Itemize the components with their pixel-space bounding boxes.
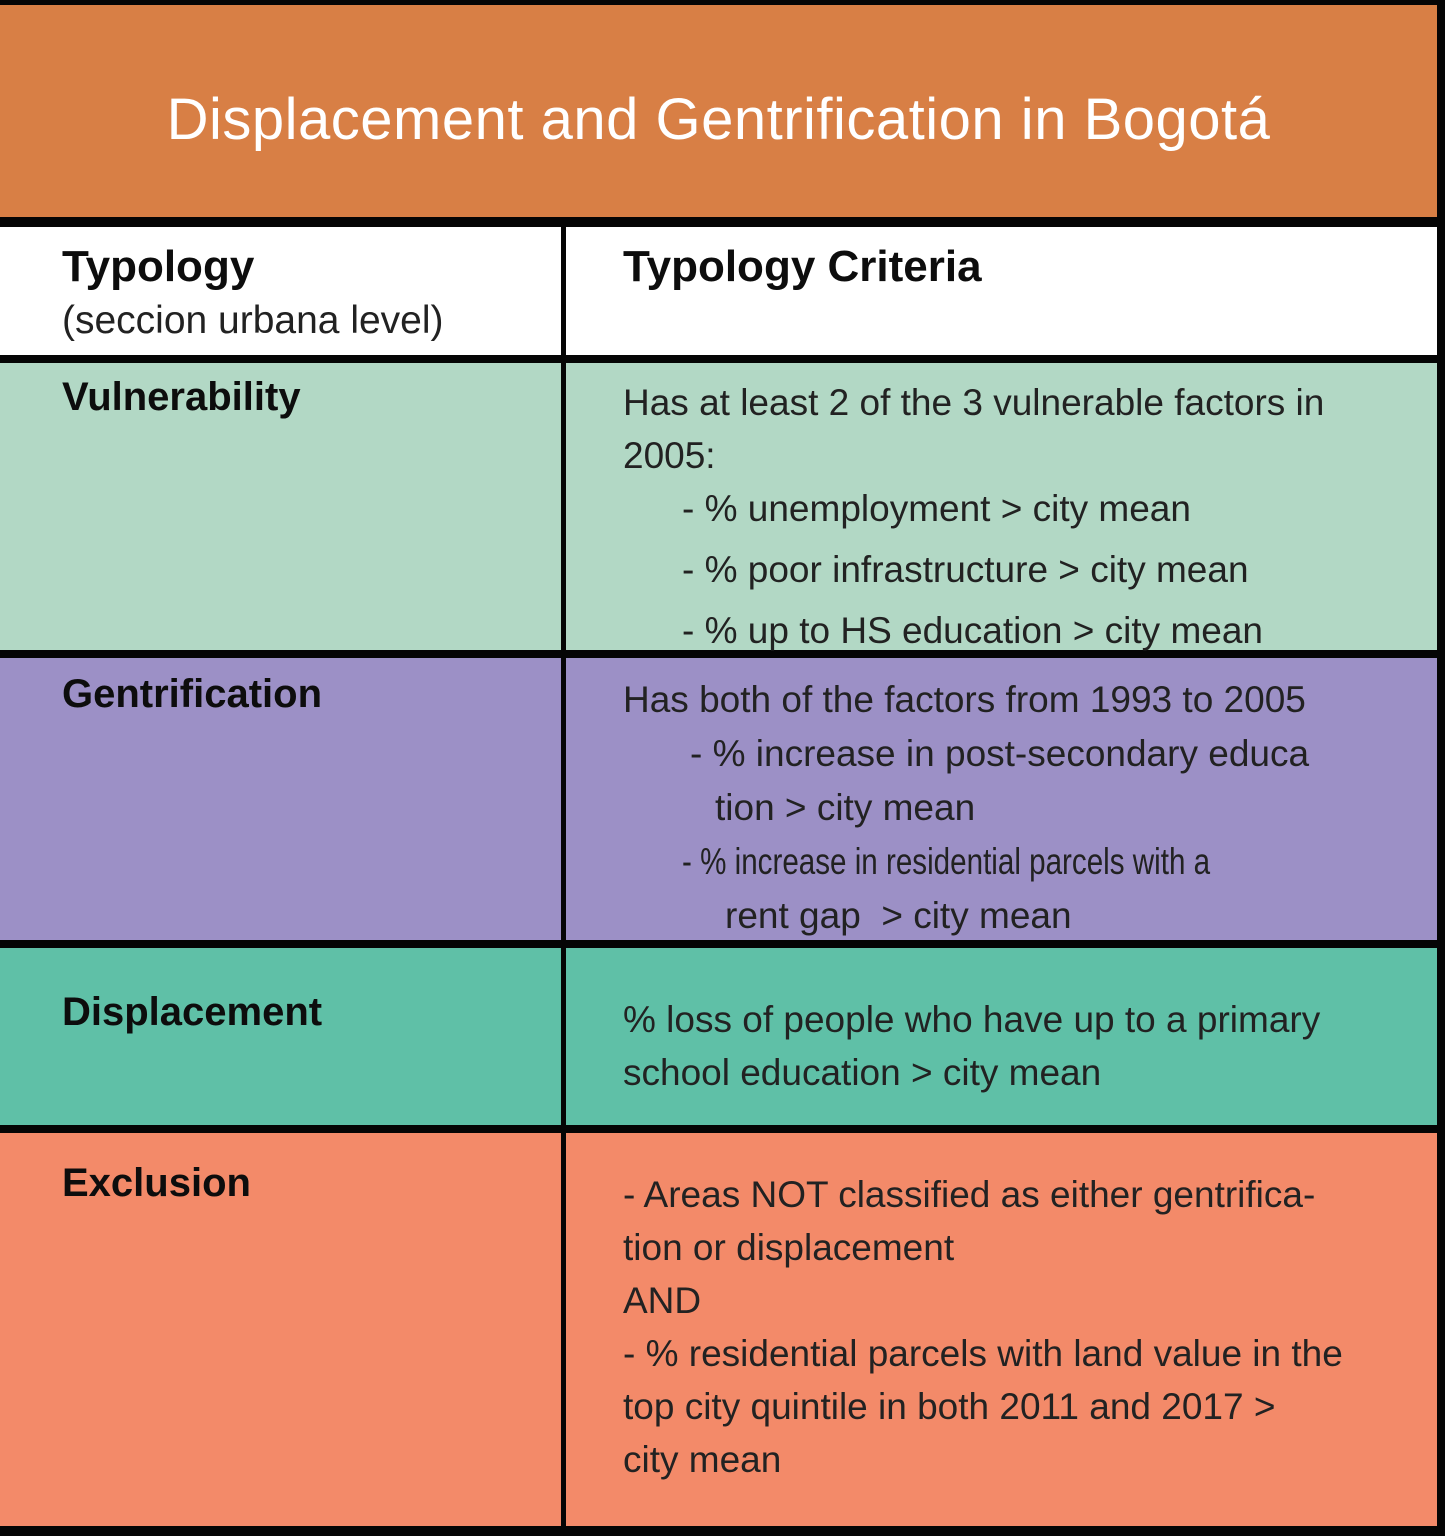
criteria-line: - % increase in residential parcels with a xyxy=(682,841,1211,882)
criteria-line: - % up to HS education > city mean xyxy=(682,610,1263,651)
criteria-line: tion > city mean xyxy=(715,787,976,828)
criteria-line: - Areas NOT classified as either gentrifica- xyxy=(623,1174,1316,1215)
criteria-line: top city quintile in both 2011 and 2017 > xyxy=(623,1386,1276,1427)
criteria-line: school education > city mean xyxy=(623,1052,1102,1093)
title-band xyxy=(0,5,1437,217)
row-label-gentrification: Gentrification xyxy=(62,672,323,716)
row-label-vulnerability: Vulnerability xyxy=(62,375,301,419)
criteria-line: - % residential parcels with land value in the xyxy=(623,1333,1343,1374)
page-title: Displacement and Gentrification in Bogotá xyxy=(166,87,1271,152)
criteria-line: - % increase in post-secondary educa xyxy=(690,733,1310,774)
table-row-displacement xyxy=(0,948,1437,1125)
row-label-displacement: Displacement xyxy=(62,990,323,1034)
criteria-cell-displacement xyxy=(566,948,1437,1125)
criteria-line: rent gap > city mean xyxy=(725,895,1072,936)
criteria-line: city mean xyxy=(623,1439,782,1480)
header-cell-typology xyxy=(0,227,566,355)
table-row-gentrification xyxy=(0,658,1437,940)
criteria-line: Has both of the factors from 1993 to 2005 xyxy=(623,679,1306,720)
table-row-vulnerability xyxy=(0,363,1437,650)
criteria-cell-exclusion xyxy=(566,1133,1437,1526)
criteria-line: tion or displacement xyxy=(623,1227,955,1268)
table-header-row xyxy=(0,227,1437,355)
criteria-line: - % unemployment > city mean xyxy=(682,488,1191,529)
row-label-exclusion: Exclusion xyxy=(62,1161,251,1205)
header-cell-criteria xyxy=(566,227,1437,355)
criteria-cell-vulnerability xyxy=(566,363,1437,650)
criteria-line: 2005: xyxy=(623,435,716,476)
criteria-line: % loss of people who have up to a primary xyxy=(623,999,1321,1040)
criteria-cell-gentrification xyxy=(566,658,1437,940)
criteria-line: AND xyxy=(623,1280,702,1321)
column-title-typology: Typology xyxy=(62,242,255,291)
row-label-cell xyxy=(0,948,566,1125)
column-subtitle-typology: (seccion urbana level) xyxy=(62,299,444,343)
row-label-cell xyxy=(0,1133,566,1526)
criteria-line: Has at least 2 of the 3 vulnerable factors in xyxy=(623,382,1325,423)
criteria-line: - % poor infrastructure > city mean xyxy=(682,549,1249,590)
row-label-cell xyxy=(0,658,566,940)
row-label-cell xyxy=(0,363,566,650)
table-row-exclusion xyxy=(0,1133,1437,1526)
column-title-criteria: Typology Criteria xyxy=(623,242,982,291)
